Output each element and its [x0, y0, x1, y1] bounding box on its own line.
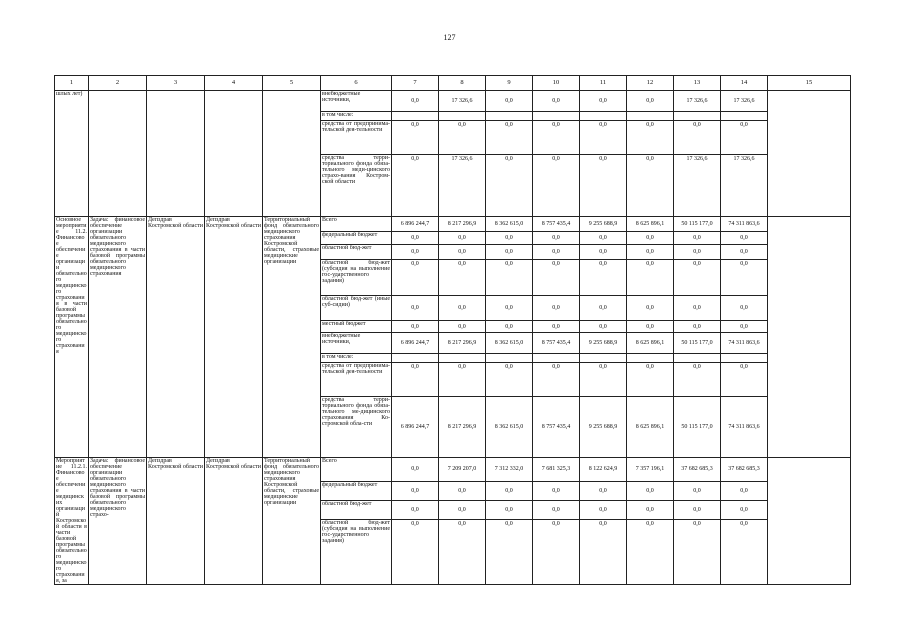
value-cell: 0,0 — [533, 232, 580, 245]
value-cell: 0,0 — [486, 245, 533, 260]
value-cell: 17 326,6 — [721, 91, 768, 112]
value-cell: 0,0 — [580, 296, 627, 321]
value-cell: 0,0 — [627, 232, 674, 245]
page-number: 127 — [443, 33, 456, 42]
value-cell: 0,0 — [627, 481, 674, 500]
value-cell: 0,0 — [580, 321, 627, 333]
value-cell: 8 757 435,4 — [533, 217, 580, 232]
value-cell: 0,0 — [533, 296, 580, 321]
value-cell: 0,0 — [674, 232, 721, 245]
value-cell: 0,0 — [392, 296, 439, 321]
value-cell: 0,0 — [580, 519, 627, 584]
value-cell: 0,0 — [486, 321, 533, 333]
value-cell: 8 217 296,9 — [439, 397, 486, 458]
source-label: федеральный бюджет — [321, 481, 392, 500]
value-cell: 0,0 — [392, 155, 439, 217]
source-label: федеральный бюджет — [321, 232, 392, 245]
block2-col1: Основное мероприятие 11.2. Финансовое обеспечение организации обязательного медицинского страхования в части базовой программы обязательного медицинского страхования — [55, 217, 89, 458]
value-cell: 0,0 — [627, 121, 674, 155]
value-cell: 0,0 — [627, 321, 674, 333]
value-cell: 8 122 624,9 — [580, 458, 627, 482]
value-cell — [486, 354, 533, 363]
value-cell: 17 326,6 — [674, 155, 721, 217]
value-cell: 0,0 — [627, 245, 674, 260]
column-header-11: 11 — [580, 76, 627, 91]
value-cell: 0,0 — [533, 91, 580, 112]
value-cell: 8 757 435,4 — [533, 333, 580, 354]
value-cell: 0,0 — [439, 363, 486, 397]
value-cell: 0,0 — [721, 321, 768, 333]
source-label: средства от предпринима-тельской дея-тельности — [321, 363, 392, 397]
value-cell: 0,0 — [486, 500, 533, 519]
value-cell: 0,0 — [721, 245, 768, 260]
value-cell: 8 217 296,9 — [439, 333, 486, 354]
value-cell: 6 896 244,7 — [392, 333, 439, 354]
block2-col3: Депздрав Костромской области — [147, 217, 205, 458]
value-cell: 7 312 332,0 — [486, 458, 533, 482]
value-cell: 0,0 — [674, 481, 721, 500]
column-header-7: 7 — [392, 76, 439, 91]
block2-col2: Задача: финансовое обеспечение организации обязательного медицинского страхования в части базовой программы обязательного медицинского страхования — [89, 217, 147, 458]
source-label: средства терри-ториального фонда обяза-тельного меди-цинского страхо-вания Костром-ской области — [321, 155, 392, 217]
value-cell: 0,0 — [392, 245, 439, 260]
value-cell: 0,0 — [721, 500, 768, 519]
value-cell: 0,0 — [674, 245, 721, 260]
block1-col3-empty — [147, 91, 205, 217]
value-cell: 6 896 244,7 — [392, 217, 439, 232]
value-cell: 0,0 — [439, 500, 486, 519]
value-cell — [392, 354, 439, 363]
value-cell: 0,0 — [580, 245, 627, 260]
value-cell: 0,0 — [392, 121, 439, 155]
value-cell: 0,0 — [392, 519, 439, 584]
source-label: внебюджетные источники, — [321, 91, 392, 112]
value-cell: 0,0 — [392, 91, 439, 112]
value-cell: 0,0 — [486, 296, 533, 321]
source-label: областной бюд-жет — [321, 245, 392, 260]
value-cell: 0,0 — [580, 155, 627, 217]
value-cell: 0,0 — [439, 121, 486, 155]
block3-col4: Депздрав Костромской области — [205, 458, 263, 585]
value-cell: 7 681 325,3 — [533, 458, 580, 482]
value-cell: 0,0 — [392, 260, 439, 296]
source-label: Всего — [321, 458, 392, 482]
budget-table — [54, 75, 851, 585]
value-cell: 17 326,6 — [674, 91, 721, 112]
column-header-5: 5 — [263, 76, 321, 91]
value-cell: 8 625 896,1 — [627, 217, 674, 232]
value-cell: 0,0 — [486, 260, 533, 296]
value-cell: 0,0 — [721, 232, 768, 245]
block1-col4-empty — [205, 91, 263, 217]
value-cell: 0,0 — [486, 155, 533, 217]
block1-col1: шлых лет) — [55, 91, 89, 217]
value-cell: 0,0 — [486, 481, 533, 500]
value-cell: 0,0 — [674, 363, 721, 397]
value-cell: 0,0 — [486, 363, 533, 397]
value-cell: 0,0 — [721, 260, 768, 296]
value-cell: 0,0 — [627, 91, 674, 112]
value-cell: 0,0 — [721, 519, 768, 584]
value-cell: 8 757 435,4 — [533, 397, 580, 458]
value-cell: 0,0 — [580, 260, 627, 296]
column-header-15: 15 — [768, 76, 851, 91]
value-cell: 0,0 — [533, 519, 580, 584]
column-header-14: 14 — [721, 76, 768, 91]
block3-col2: Задача: финансовое обеспечение организации обязательного медицинского страхования в части базовой программы обязательного медицинского страхо- — [89, 458, 147, 585]
value-cell: 0,0 — [627, 155, 674, 217]
value-cell: 50 115 177,0 — [674, 333, 721, 354]
value-cell: 0,0 — [674, 519, 721, 584]
source-label: местный бюджет — [321, 321, 392, 333]
block2-row — [55, 217, 851, 232]
value-cell: 0,0 — [674, 296, 721, 321]
value-cell — [721, 112, 768, 121]
value-cell: 0,0 — [439, 245, 486, 260]
value-cell: 50 115 177,0 — [674, 397, 721, 458]
value-cell: 0,0 — [627, 363, 674, 397]
value-cell — [580, 354, 627, 363]
value-cell: 74 311 863,6 — [721, 217, 768, 232]
value-cell: 17 326,6 — [439, 155, 486, 217]
source-label: средства терри-ториального фонда обяза-тельного ме-дицинского страхования Ко-стромской обла-сти — [321, 397, 392, 458]
value-cell: 0,0 — [674, 321, 721, 333]
value-cell: 37 682 685,3 — [721, 458, 768, 482]
value-cell: 17 326,6 — [721, 155, 768, 217]
column-header-10: 10 — [533, 76, 580, 91]
value-cell: 7 209 207,0 — [439, 458, 486, 482]
column-header-8: 8 — [439, 76, 486, 91]
block2-col5: Территориальный фонд обязательного медицинского страхования Костромской области, страховые медицинские организации — [263, 217, 321, 458]
source-label: областной бюд-жет (субсидия на выполнение гос-ударственного задания) — [321, 260, 392, 296]
value-cell: 7 357 196,1 — [627, 458, 674, 482]
value-cell: 6 896 244,7 — [392, 397, 439, 458]
value-cell: 0,0 — [721, 481, 768, 500]
value-cell: 9 255 688,9 — [580, 217, 627, 232]
column-number-header — [55, 76, 851, 91]
value-cell: 0,0 — [580, 232, 627, 245]
source-label: областной бюд-жет (субсидия на выполнение гос-ударственного задания) — [321, 519, 392, 584]
value-cell: 0,0 — [486, 519, 533, 584]
value-cell: 0,0 — [486, 121, 533, 155]
column-header-1: 1 — [55, 76, 89, 91]
value-cell: 0,0 — [392, 232, 439, 245]
column-header-13: 13 — [674, 76, 721, 91]
value-cell — [533, 354, 580, 363]
value-cell: 0,0 — [533, 260, 580, 296]
value-cell: 8 625 896,1 — [627, 333, 674, 354]
value-cell: 0,0 — [721, 296, 768, 321]
value-cell: 8 362 615,0 — [486, 333, 533, 354]
value-cell: 0,0 — [392, 363, 439, 397]
value-cell: 50 115 177,0 — [674, 217, 721, 232]
value-cell: 37 682 685,3 — [674, 458, 721, 482]
column-header-4: 4 — [205, 76, 263, 91]
value-cell: 9 255 688,9 — [580, 333, 627, 354]
block3-col1: Мероприятие 11.2.1. Финансовое обеспечение медицинских организаций Костромской области в части базовой программы обязательного медицинского страхования, за — [56, 458, 87, 584]
value-cell: 0,0 — [580, 91, 627, 112]
value-cell — [627, 354, 674, 363]
value-cell: 0,0 — [627, 296, 674, 321]
value-cell: 0,0 — [533, 155, 580, 217]
value-cell: 0,0 — [439, 481, 486, 500]
value-cell: 0,0 — [439, 519, 486, 584]
value-cell: 0,0 — [392, 321, 439, 333]
value-cell: 0,0 — [627, 519, 674, 584]
value-cell: 0,0 — [486, 232, 533, 245]
source-label: Всего — [321, 217, 392, 232]
block1-row — [55, 91, 851, 112]
value-cell — [580, 112, 627, 121]
value-cell: 17 326,6 — [439, 91, 486, 112]
value-cell: 0,0 — [533, 481, 580, 500]
value-cell: 8 362 615,0 — [486, 217, 533, 232]
value-cell: 0,0 — [533, 245, 580, 260]
block3-col15 — [768, 458, 851, 585]
block3-col5: Территориальный фонд обязательного медицинского страхования Костромской области, страховые медицинские организации — [263, 458, 321, 585]
value-cell: 0,0 — [533, 363, 580, 397]
value-cell: 0,0 — [533, 121, 580, 155]
column-header-3: 3 — [147, 76, 205, 91]
value-cell: 0,0 — [439, 321, 486, 333]
value-cell — [674, 112, 721, 121]
value-cell: 0,0 — [580, 500, 627, 519]
value-cell: 0,0 — [533, 321, 580, 333]
block3-col3: Депздрав Костромской области — [147, 458, 205, 585]
source-label: областной бюд-жет — [321, 500, 392, 519]
value-cell — [486, 112, 533, 121]
value-cell — [721, 354, 768, 363]
block1-col5-empty — [263, 91, 321, 217]
value-cell: 0,0 — [580, 481, 627, 500]
block1-col15 — [768, 91, 851, 217]
value-cell: 0,0 — [627, 260, 674, 296]
column-header-9: 9 — [486, 76, 533, 91]
value-cell — [392, 112, 439, 121]
column-header-6: 6 — [321, 76, 392, 91]
value-cell: 0,0 — [580, 121, 627, 155]
value-cell: 0,0 — [674, 121, 721, 155]
value-cell: 9 255 688,9 — [580, 397, 627, 458]
value-cell: 0,0 — [439, 296, 486, 321]
column-header-2: 2 — [89, 76, 147, 91]
value-cell: 0,0 — [486, 91, 533, 112]
value-cell — [533, 112, 580, 121]
source-label: в том числе: — [321, 354, 392, 363]
value-cell: 0,0 — [721, 121, 768, 155]
value-cell: 74 311 863,6 — [721, 397, 768, 458]
value-cell: 0,0 — [674, 260, 721, 296]
value-cell — [674, 354, 721, 363]
block3-row — [55, 458, 851, 482]
value-cell: 0,0 — [439, 232, 486, 245]
value-cell: 0,0 — [533, 500, 580, 519]
value-cell: 0,0 — [721, 363, 768, 397]
value-cell: 0,0 — [439, 260, 486, 296]
value-cell — [439, 354, 486, 363]
value-cell: 0,0 — [627, 500, 674, 519]
block2-col4: Депздрав Костромской области — [205, 217, 263, 458]
value-cell: 0,0 — [392, 500, 439, 519]
column-header-12: 12 — [627, 76, 674, 91]
value-cell: 0,0 — [580, 363, 627, 397]
value-cell — [627, 112, 674, 121]
value-cell: 8 362 615,0 — [486, 397, 533, 458]
value-cell: 0,0 — [674, 500, 721, 519]
source-label: в том числе: — [321, 112, 392, 121]
value-cell: 8 625 896,1 — [627, 397, 674, 458]
source-label: внебюджетные источники, — [321, 333, 392, 354]
value-cell: 0,0 — [392, 458, 439, 482]
value-cell: 8 217 296,9 — [439, 217, 486, 232]
source-label: средства от предпринима-тельской дея-тельности — [321, 121, 392, 155]
block2-col15 — [768, 217, 851, 458]
source-label: областной бюд-жет (иные суб-сидии) — [321, 296, 392, 321]
value-cell — [439, 112, 486, 121]
value-cell: 74 311 863,6 — [721, 333, 768, 354]
block1-col2-empty — [89, 91, 147, 217]
value-cell: 0,0 — [392, 481, 439, 500]
